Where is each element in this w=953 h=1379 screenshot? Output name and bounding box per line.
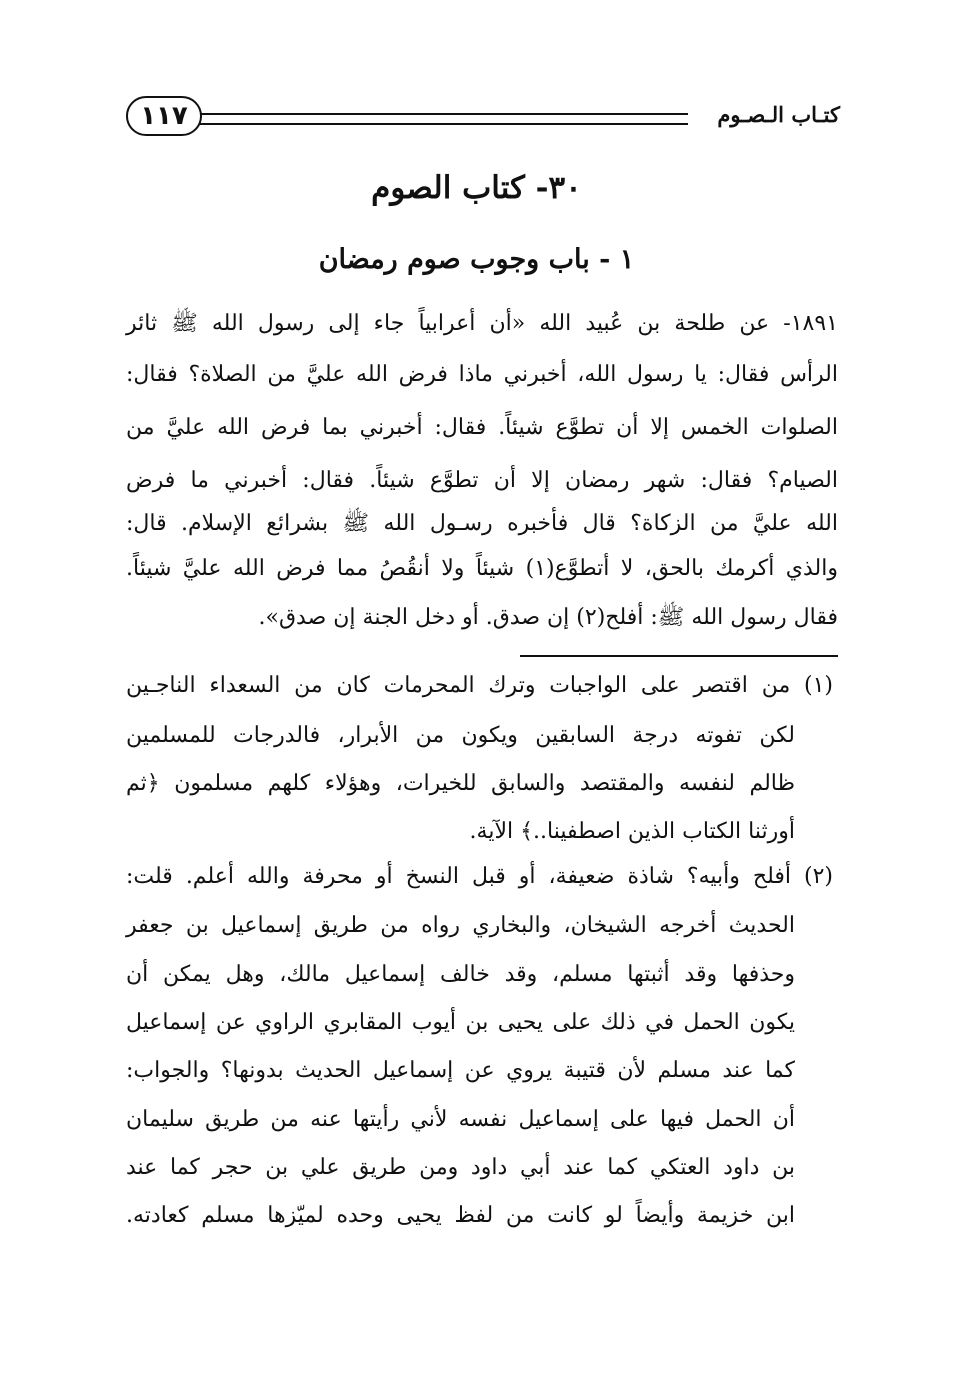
hadith-line: الله عليَّ من الزكاة؟ قال فأخبره رسـول الله ﷺ بشرائع الإسلام. قال:	[126, 511, 838, 536]
footnote-line: يكون الحمل في ذلك على يحيى بن أيوب المقابري الراوي عن إسماعيل	[126, 1010, 795, 1035]
footnote-line: ابن خزيمة وأيضاً لو كانت من لفظ يحيى وحده لميّزها مسلم كعادته.	[126, 1203, 795, 1228]
footnote-line: لكن تفوته درجة السابقين ويكون من الأبرار، فالدرجات للمسلمين	[126, 723, 795, 748]
running-title: كتـاب الـصـوم	[717, 102, 840, 127]
footnote-line: أورثنا الكتاب الذين اصطفينا..﴾ الآية.	[469, 819, 795, 844]
footnote-line: أن الحمل فيها على إسماعيل نفسه لأني رأيتها عنه من طريق سليمان	[126, 1107, 795, 1132]
hadith-line: الصيام؟ فقال: شهر رمضان إلا أن تطوَّع شيئاً. فقال: أخبرني ما فرض	[126, 468, 838, 493]
chapter-title: ١ - باب وجوب صوم رمضان	[318, 244, 635, 275]
footnote-line: ظالم لنفسه والمقتصد والسابق للخيرات، وهؤلاء كلهم مسلمون ﴿ثم	[126, 771, 795, 796]
footnote-line: الحديث أخرجه الشيخان، والبخاري رواه من طريق إسماعيل بن جعفر	[126, 913, 795, 938]
header-double-rule	[200, 113, 688, 125]
running-header	[126, 96, 840, 142]
page-number: ١١٧	[126, 96, 202, 136]
footnote-line: وحذفها وقد أثبتها مسلم، وقد خالف إسماعيل مالك، وهل يمكن أن	[126, 962, 795, 987]
hadith-line: الرأس فقال: يا رسول الله، أخبرني ماذا فرض الله عليَّ من الصلاة؟ فقال:	[126, 362, 838, 387]
footnote-line: بن داود العتكي كما عند أبي داود ومن طريق علي بن حجر كما عند	[126, 1155, 795, 1180]
footnote-separator	[520, 655, 838, 657]
hadith-line: ١٨٩١- عن طلحة بن عُبيد الله «أن أعرابياً جاء إلى رسول الله ﷺ ثائر	[126, 311, 838, 336]
book-title: ٣٠- كتاب الصوم	[371, 170, 582, 206]
hadith-line: الصلوات الخمس إلا أن تطوَّع شيئاً. فقال: أخبرني بما فرض الله عليَّ من	[126, 415, 838, 440]
footnote-line: (٢) أفلح وأبيه؟ شاذة ضعيفة، أو قبل النسخ أو محرفة والله أعلم. قلت:	[126, 864, 833, 889]
footnote-line: كما عند مسلم لأن قتيبة يروي عن إسماعيل الحديث بدونها؟ والجواب:	[126, 1058, 795, 1083]
hadith-line: والذي أكرمك بالحق، لا أتطوَّع(١) شيئاً ولا أنقُصُ مما فرض الله عليَّ شيئاً.	[126, 556, 838, 581]
footnote-line: (١) من اقتصر على الواجبات وترك المحرمات كان من السعداء الناجـين	[126, 673, 833, 698]
hadith-line: فقال رسول الله ﷺ: أفلح(٢) إن صدق. أو دخل الجنة إن صدق».	[258, 605, 838, 630]
